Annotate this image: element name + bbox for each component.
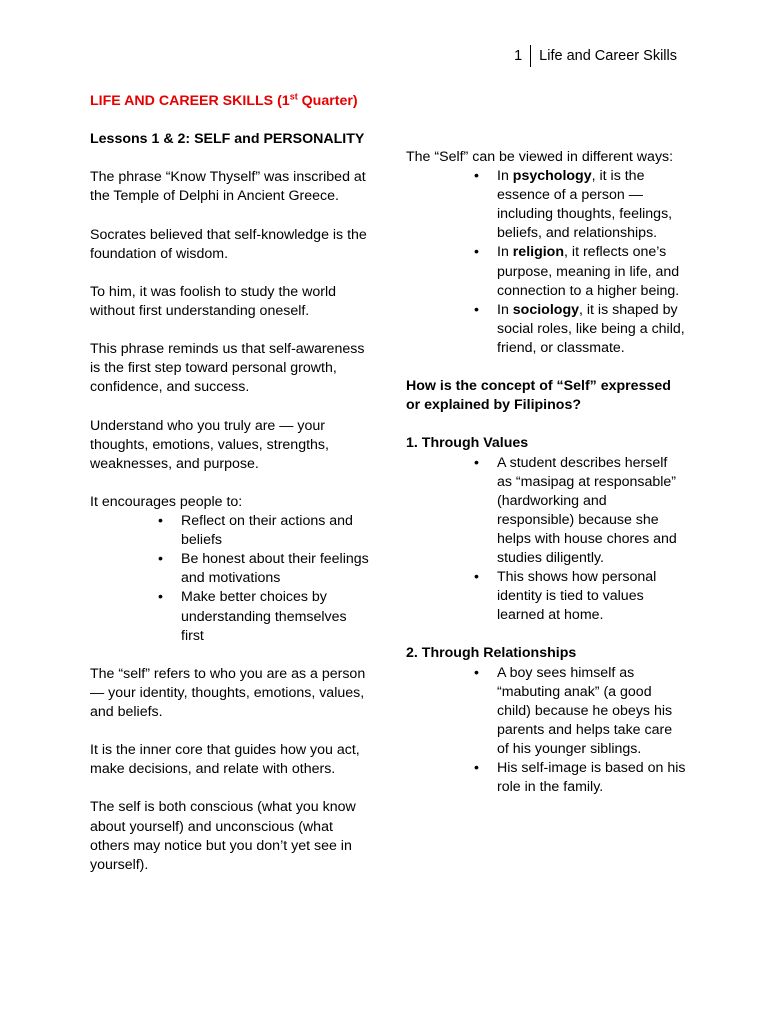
page-number: 1 [514, 48, 523, 64]
section-heading: 2. Through Relationships [406, 645, 577, 662]
paragraph: To him, it was foolish to study the world without first understanding oneself. [90, 283, 337, 320]
left-column [90, 92, 370, 894]
list-item: • This shows how personal identity is tied to values learned at home. [474, 568, 686, 625]
section-heading: 1. Through Values [406, 435, 529, 452]
list-item: • Be honest about their feelings and motivations [158, 550, 370, 588]
paragraph: This phrase reminds us that self-awareness is the first step toward personal growth, confidence, and success. [90, 341, 365, 396]
self-views-list [406, 167, 686, 358]
document-title: LIFE AND CAREER SKILLS (1st Quarter) [90, 91, 358, 109]
paragraph: The self is both conscious (what you know about yourself) and unconscious (what others may notice but you don’t yet see in yourself). [90, 799, 356, 873]
header-divider [530, 45, 531, 67]
header-title: Life and Career Skills [539, 48, 677, 64]
list-item: • His self-image is based on his role in the family. [474, 759, 686, 797]
section-question: How is the concept of “Self” expressed or explained by Filipinos? [406, 378, 671, 414]
list-item: • A student describes herself as “masipag at responsable” (hardworking and responsible) because she helps with house chores and studies diligently. [474, 454, 686, 569]
encourage-list [90, 512, 370, 646]
paragraph: Understand who you truly are — your thoughts, emotions, values, strengths, weaknesses, and purpose. [90, 417, 329, 472]
paragraph: Socrates believed that self-knowledge is the foundation of wisdom. [90, 226, 367, 262]
paragraph: It encourages people to: [90, 493, 243, 510]
list-item: • In religion, it reflects one’s purpose, meaning in life, and connection to a higher being. [474, 243, 686, 300]
list-item: • A boy sees himself as “mabuting anak” (a good child) because he obeys his parents and helps take care of his younger siblings. [474, 664, 686, 759]
paragraph: The phrase “Know Thyself” was inscribed at the Temple of Delphi in Ancient Greece. [90, 169, 366, 205]
paragraph: The “self” refers to who you are as a person — your identity, thoughts, emotions, values, and beliefs. [90, 665, 366, 720]
list-item: • Make better choices by understanding themselves first [158, 588, 370, 645]
relationships-list [406, 664, 686, 798]
paragraph: The “Self” can be viewed in different ways: [406, 149, 674, 165]
right-column [406, 92, 686, 816]
page-header [514, 45, 677, 67]
list-item: • Reflect on their actions and beliefs [158, 512, 370, 550]
paragraph: It is the inner core that guides how you act, make decisions, and relate with others. [90, 742, 360, 778]
list-item: • In psychology, it is the essence of a person — including thoughts, feelings, beliefs, and relationships. [474, 167, 686, 243]
values-list [406, 454, 686, 626]
list-item: • In sociology, it is shaped by social roles, like being a child, friend, or classmate. [474, 301, 686, 358]
lesson-heading: Lessons 1 & 2: SELF and PERSONALITY [90, 131, 365, 148]
